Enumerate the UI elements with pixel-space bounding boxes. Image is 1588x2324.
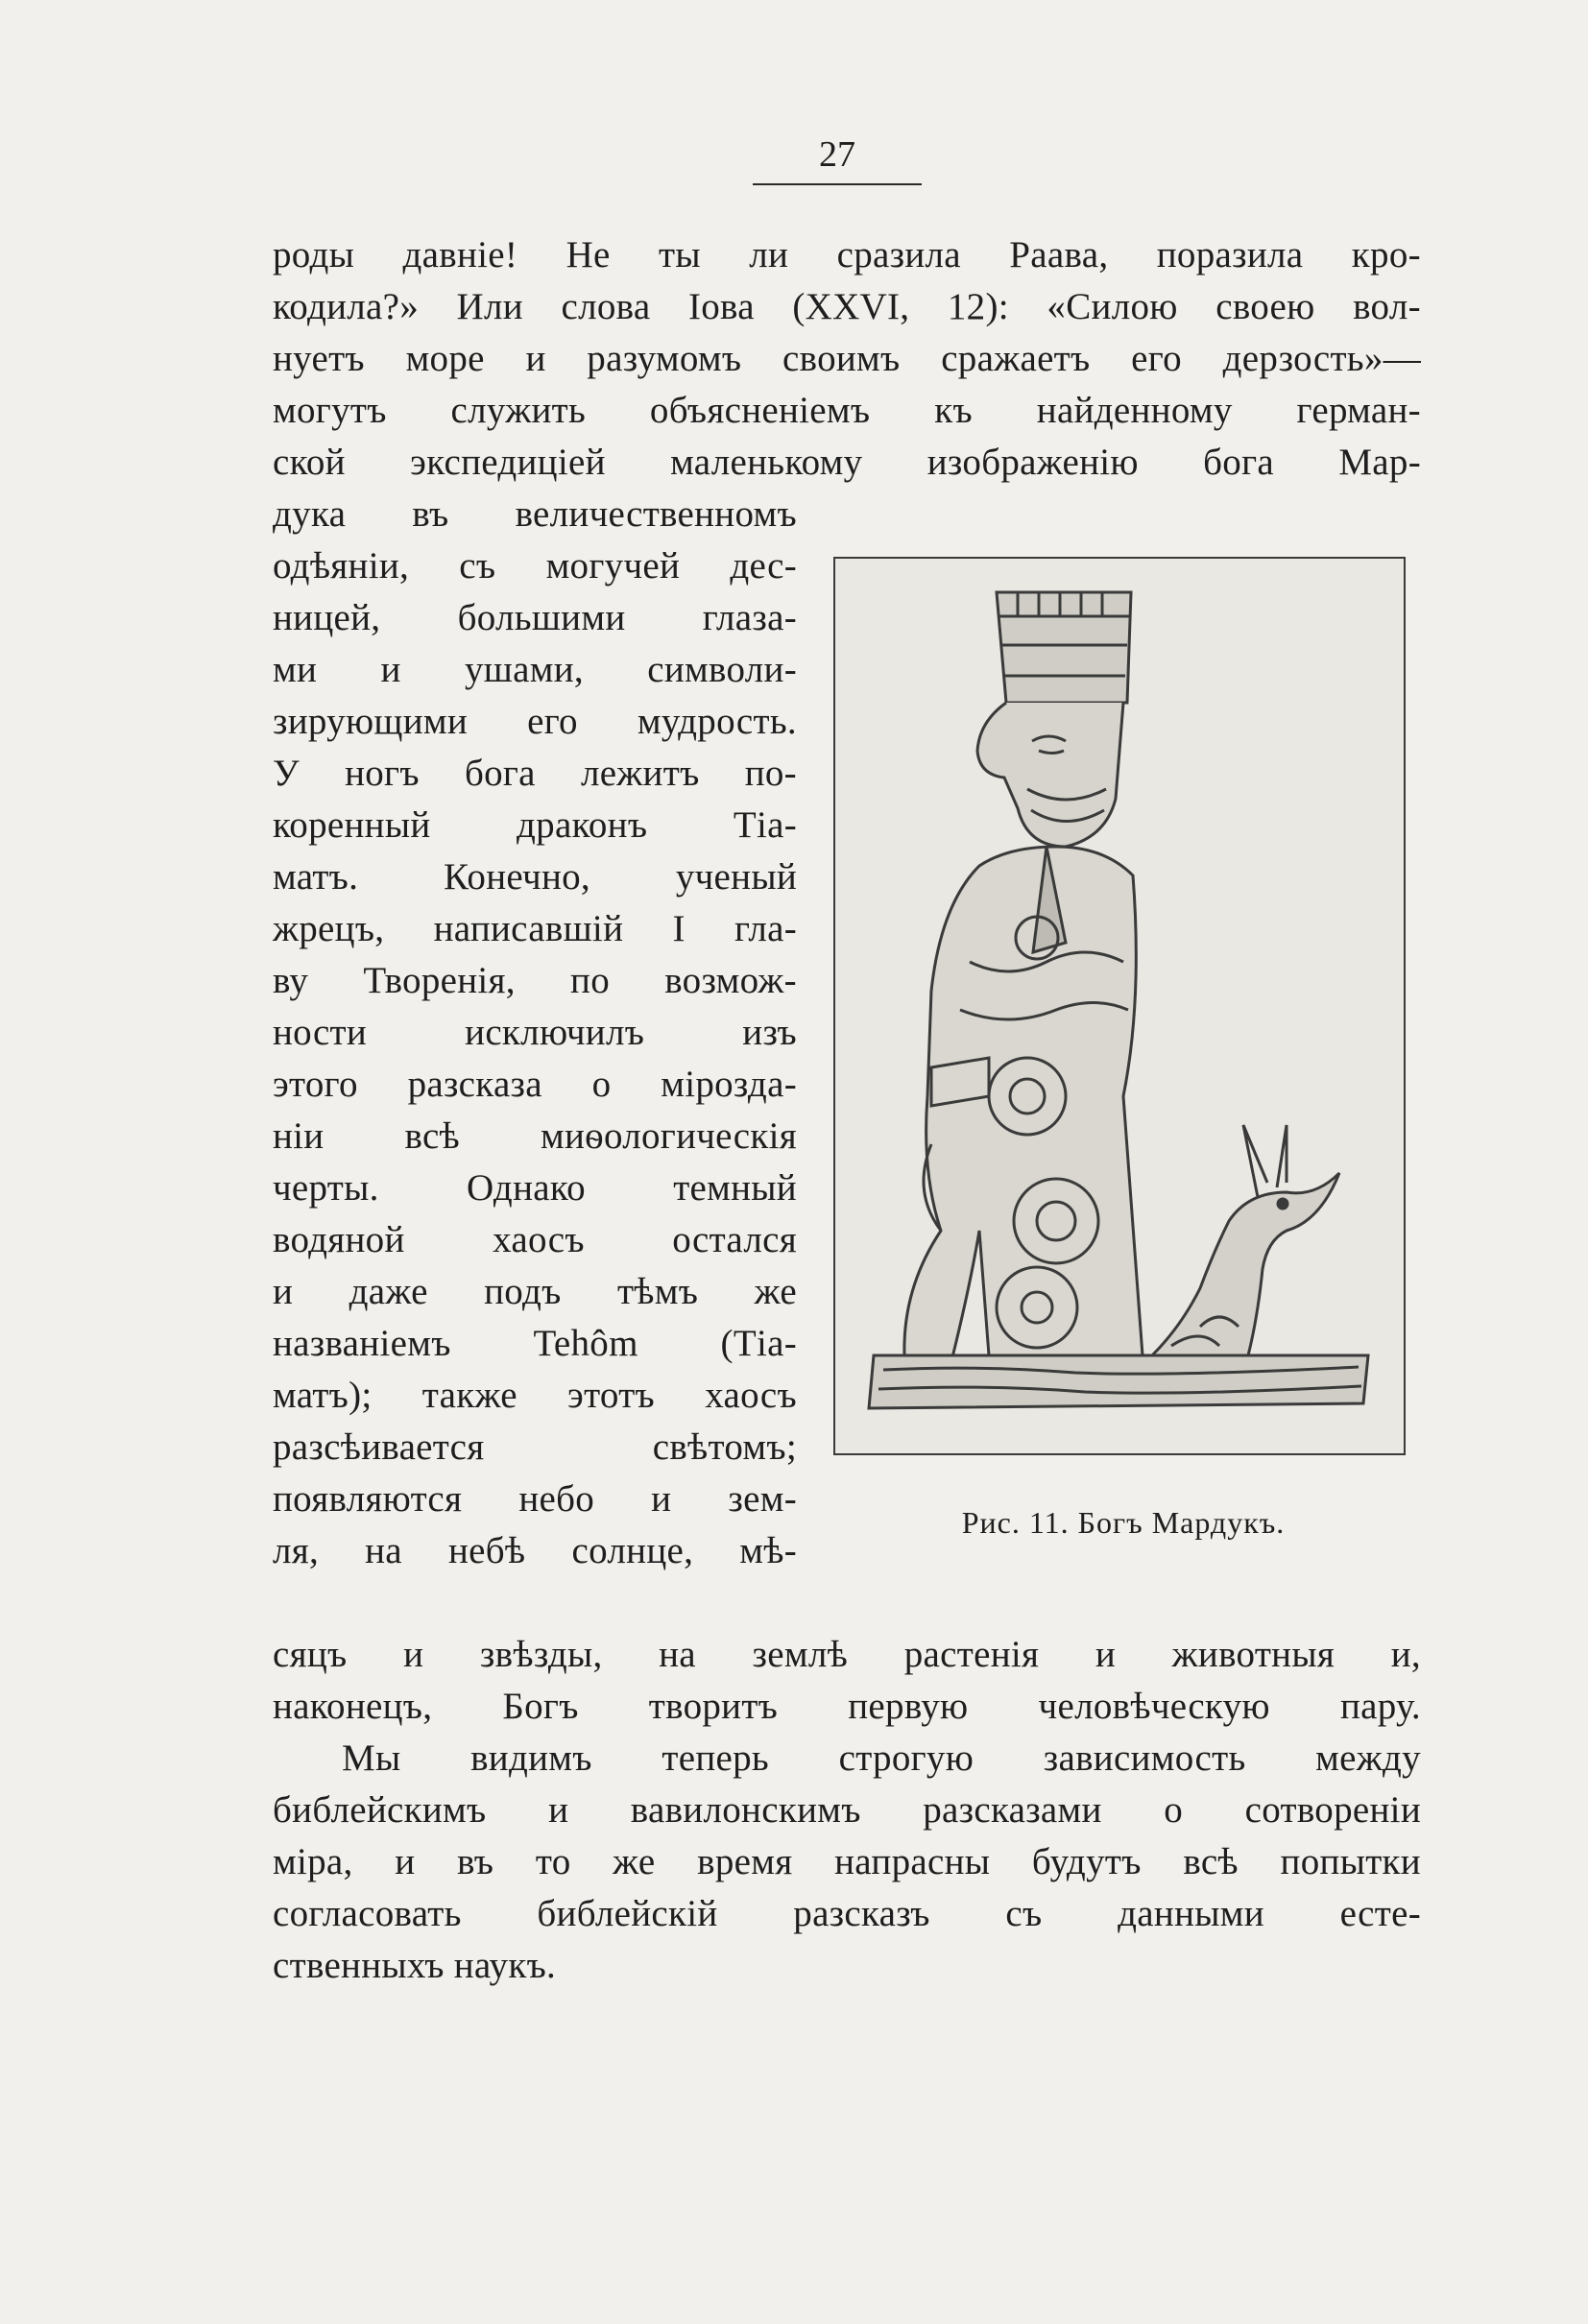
text-line: этого разсказа о мірозда- <box>273 1064 797 1105</box>
text-line: дука въ величественномъ <box>273 493 797 535</box>
text-line: ля, на небѣ солнце, мѣ- <box>273 1530 797 1571</box>
text-line: черты. Однако темный <box>273 1167 797 1209</box>
text-line: Мы видимъ теперь строгую зависимость между <box>342 1737 1421 1779</box>
text-line: разсѣивается свѣтомъ; <box>273 1426 797 1468</box>
text-line: сяцъ и звѣзды, на землѣ растенія и животныя и, <box>273 1634 1421 1675</box>
text-line: У ногъ бога лежитъ по- <box>273 753 797 794</box>
text-line: міра, и въ то же время напрасны будутъ всѣ попытки <box>273 1841 1421 1882</box>
text-line: наконецъ, Богъ творитъ первую человѣческую пару. <box>273 1686 1421 1727</box>
text-line: водяной хаосъ остался <box>273 1219 797 1260</box>
text-line: согласовать библейскій разсказъ съ данными есте- <box>273 1893 1421 1934</box>
text-line: ву Творенія, по возмож- <box>273 960 797 1001</box>
page-number: 27 <box>819 134 855 175</box>
text-line: коренный драконъ Тіа- <box>273 804 797 846</box>
text-line: ности исключилъ изъ <box>273 1012 797 1053</box>
text-line: появляются небо и зем- <box>273 1478 797 1520</box>
header-rule <box>753 183 922 185</box>
text-line: матъ. Конечно, ученый <box>273 856 797 898</box>
text-line: нуетъ море и разумомъ своимъ сражаетъ его дерзость»— <box>273 338 1421 379</box>
marduk-illustration <box>835 559 1404 1453</box>
figure-marduk <box>833 557 1406 1455</box>
text-line: жрецъ, написавшій I гла- <box>273 908 797 949</box>
text-line: ственныхъ наукъ. <box>273 1945 557 1986</box>
text-line: ницей, большими глаза- <box>273 597 797 638</box>
text-line: ніи всѣ миѳологическія <box>273 1115 797 1157</box>
text-line: роды давніе! Не ты ли сразила Раава, поразила кро- <box>273 234 1421 276</box>
text-line: ской экспедиціей маленькому изображенію бога Мар- <box>273 442 1421 483</box>
figure-caption: Рис. 11. Богъ Мардукъ. <box>961 1505 1286 1540</box>
text-line: могутъ служить объясненіемъ къ найденному герман- <box>273 390 1421 431</box>
text-line: ми и ушами, символи- <box>273 649 797 690</box>
text-line: библейскимъ и вавилонскимъ разсказами о сотвореніи <box>273 1789 1421 1831</box>
text-line: одѣяніи, съ могучей дес- <box>273 545 797 587</box>
text-line: названіемъ Tehôm (Тіа- <box>273 1323 797 1364</box>
text-line: и даже подъ тѣмъ же <box>273 1271 797 1312</box>
text-line: матъ); также этотъ хаосъ <box>273 1375 797 1416</box>
text-line: кодила?» Или слова Іова (XXVI, 12): «Силою своею вол- <box>273 286 1421 327</box>
text-line: зирующими его мудрость. <box>273 701 797 742</box>
